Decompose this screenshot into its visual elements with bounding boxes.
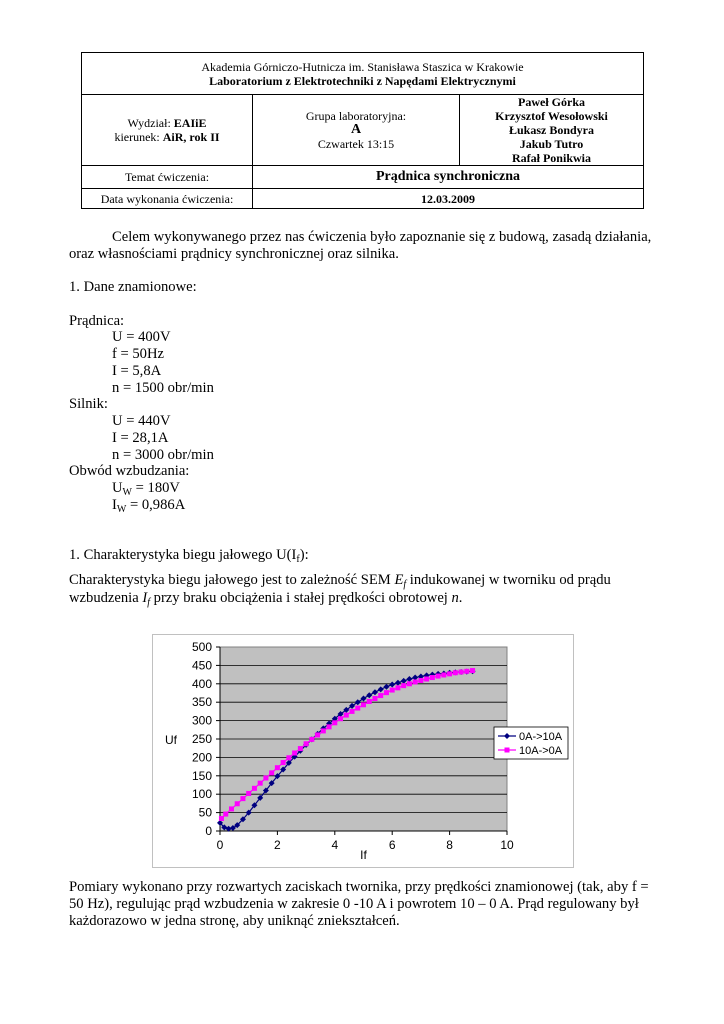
- motor-current: I = 28,1A: [112, 430, 169, 446]
- data-point: [275, 765, 280, 770]
- data-point: [384, 690, 389, 695]
- excitation-label: Obwód wzbudzania:: [69, 463, 190, 479]
- y-tick-label: 300: [191, 713, 212, 728]
- data-point: [350, 709, 355, 714]
- data-point: [372, 696, 377, 701]
- data-point: [418, 678, 423, 683]
- data-point: [441, 672, 446, 677]
- excitation-current: $I_W = 0,986A$: [112, 497, 186, 515]
- data-point: [219, 816, 224, 821]
- legend-marker: [505, 748, 510, 753]
- data-point: [223, 812, 228, 817]
- data-point: [453, 670, 458, 675]
- data-point: [229, 806, 234, 811]
- legend-label: 0A->10A: [519, 731, 563, 743]
- x-tick-label: 2: [274, 838, 281, 852]
- data-point: [361, 702, 366, 707]
- no-load-characteristic-chart: [152, 634, 574, 868]
- data-point: [263, 776, 268, 781]
- data-point: [338, 716, 343, 721]
- data-point: [258, 781, 263, 786]
- generator-voltage: U = 400V: [112, 329, 171, 345]
- y-tick-label: 150: [191, 768, 212, 783]
- data-point: [292, 750, 297, 755]
- y-tick-label: 200: [191, 750, 212, 765]
- x-axis-label: If: [360, 848, 367, 862]
- chart-svg: [153, 635, 573, 867]
- data-point: [252, 786, 257, 791]
- generator-current: I = 5,8A: [112, 363, 162, 379]
- data-point: [304, 741, 309, 746]
- data-point: [309, 737, 314, 742]
- y-axis-label: Uf: [165, 733, 177, 747]
- group-day: Czwartek 13:15: [317, 137, 395, 151]
- data-point: [286, 755, 291, 760]
- data-point: [413, 679, 418, 684]
- y-tick-label: 0: [205, 824, 212, 838]
- data-point: [407, 681, 412, 686]
- author: Paweł Górka: [518, 95, 585, 109]
- data-point: [332, 720, 337, 725]
- data-point: [424, 677, 429, 682]
- intro-line-2: oraz własnościami prądnicy synchronicznej oraz silnika.: [69, 246, 399, 262]
- y-tick-label: 400: [191, 676, 212, 691]
- authors-cell: [460, 95, 644, 166]
- motor-speed: n = 3000 obr/min: [112, 447, 214, 463]
- legend-label: 10A->0A: [519, 745, 563, 757]
- data-point: [395, 685, 400, 690]
- lab-name: Laboratorium z Elektrotechniki z Napędami Elektrycznymi: [209, 73, 516, 88]
- intro-line-1: Celem wykonywanego przez nas ćwiczenia było zapoznanie się z budową, zasadą działania,: [112, 229, 652, 245]
- institution-name: Akademia Górniczo-Hutnicza im. Stanisława Staszica w Krakowie: [201, 59, 524, 74]
- x-tick-label: 8: [446, 838, 453, 852]
- motor-voltage: U = 440V: [112, 413, 171, 429]
- data-point: [240, 796, 245, 801]
- data-point: [315, 732, 320, 737]
- faculty-cell: [82, 95, 253, 166]
- data-point: [235, 801, 240, 806]
- x-tick-label: 10: [500, 838, 514, 852]
- data-point: [344, 713, 349, 718]
- generator-frequency: f = 50Hz: [112, 346, 164, 362]
- group-cell: [253, 95, 460, 166]
- data-point: [430, 675, 435, 680]
- footer-line-3: każdorazowo w jedna stronę, aby uniknąć zniekształceń.: [69, 913, 400, 929]
- data-point: [401, 683, 406, 688]
- topic-value: Prądnica synchroniczna: [253, 166, 644, 189]
- data-point: [246, 791, 251, 796]
- definition-line-1: Charakterystyka biegu jałowego jest to zależność SEM $E_f$ indukowanej w tworniku od prądu: [69, 572, 611, 590]
- data-point: [447, 671, 452, 676]
- author: Jakub Tutro: [519, 137, 584, 151]
- x-tick-label: 4: [331, 838, 339, 852]
- author: Rafał Ponikwia: [511, 151, 591, 165]
- data-point: [355, 706, 360, 711]
- data-point: [390, 688, 395, 693]
- generator-label: Prądnica:: [69, 313, 125, 329]
- faculty-value: EAIiE: [173, 116, 207, 130]
- direction-label: kierunek:: [114, 130, 160, 144]
- y-tick-label: 450: [191, 658, 212, 673]
- data-point: [327, 724, 332, 729]
- generator-speed: n = 1500 obr/min: [112, 380, 214, 396]
- faculty-label: Wydział:: [127, 116, 171, 130]
- topic-label: Temat ćwiczenia:: [82, 166, 253, 189]
- data-point: [269, 770, 274, 775]
- header-table: [81, 52, 644, 209]
- y-tick-label: 100: [191, 787, 212, 802]
- data-point: [298, 746, 303, 751]
- footer-line-1: Pomiary wykonano przy rozwartych zaciskach twornika, przy prędkości znamionowej (tak, aby f =: [69, 879, 649, 895]
- y-tick-label: 250: [191, 732, 212, 746]
- direction-value: AiR, rok II: [162, 130, 220, 144]
- data-point: [464, 669, 469, 674]
- y-tick-label: 50: [198, 805, 212, 820]
- group-value: A: [350, 122, 362, 137]
- data-point: [470, 668, 475, 673]
- motor-label: Silnik:: [69, 396, 108, 412]
- footer-line-2: 50 Hz), regulując prąd wzbudzenia w zakresie 0 -10 A i powrotem 10 – 0 A. Prąd regulowany był: [69, 896, 639, 912]
- ratings-heading: 1. Dane znamionowe:: [69, 279, 197, 295]
- date-label: Data wykonania ćwiczenia:: [82, 189, 253, 209]
- data-point: [281, 760, 286, 765]
- data-point: [367, 699, 372, 704]
- section-heading: 1. Charakterystyka biegu jałowego $U(I_f)$:: [69, 547, 309, 565]
- data-point: [459, 670, 464, 675]
- author: Łukasz Bondyra: [508, 123, 595, 137]
- definition-line-2: wzbudzenia $I_f$ przy braku obciążenia i stałej prędkości obrotowej n.: [69, 590, 463, 608]
- y-tick-label: 350: [191, 695, 212, 710]
- data-point: [378, 693, 383, 698]
- author: Krzysztof Wesołowski: [495, 109, 608, 123]
- y-tick-label: 500: [191, 640, 212, 654]
- excitation-voltage: $U_W = 180V$: [112, 480, 180, 498]
- date-value: 12.03.2009: [253, 189, 644, 209]
- data-point: [321, 728, 326, 733]
- x-tick-label: 6: [388, 838, 396, 852]
- data-point: [436, 674, 441, 679]
- institution-cell: [82, 53, 644, 95]
- group-label: Grupa laboratoryjna:: [305, 109, 407, 123]
- x-tick-label: 0: [216, 838, 224, 852]
